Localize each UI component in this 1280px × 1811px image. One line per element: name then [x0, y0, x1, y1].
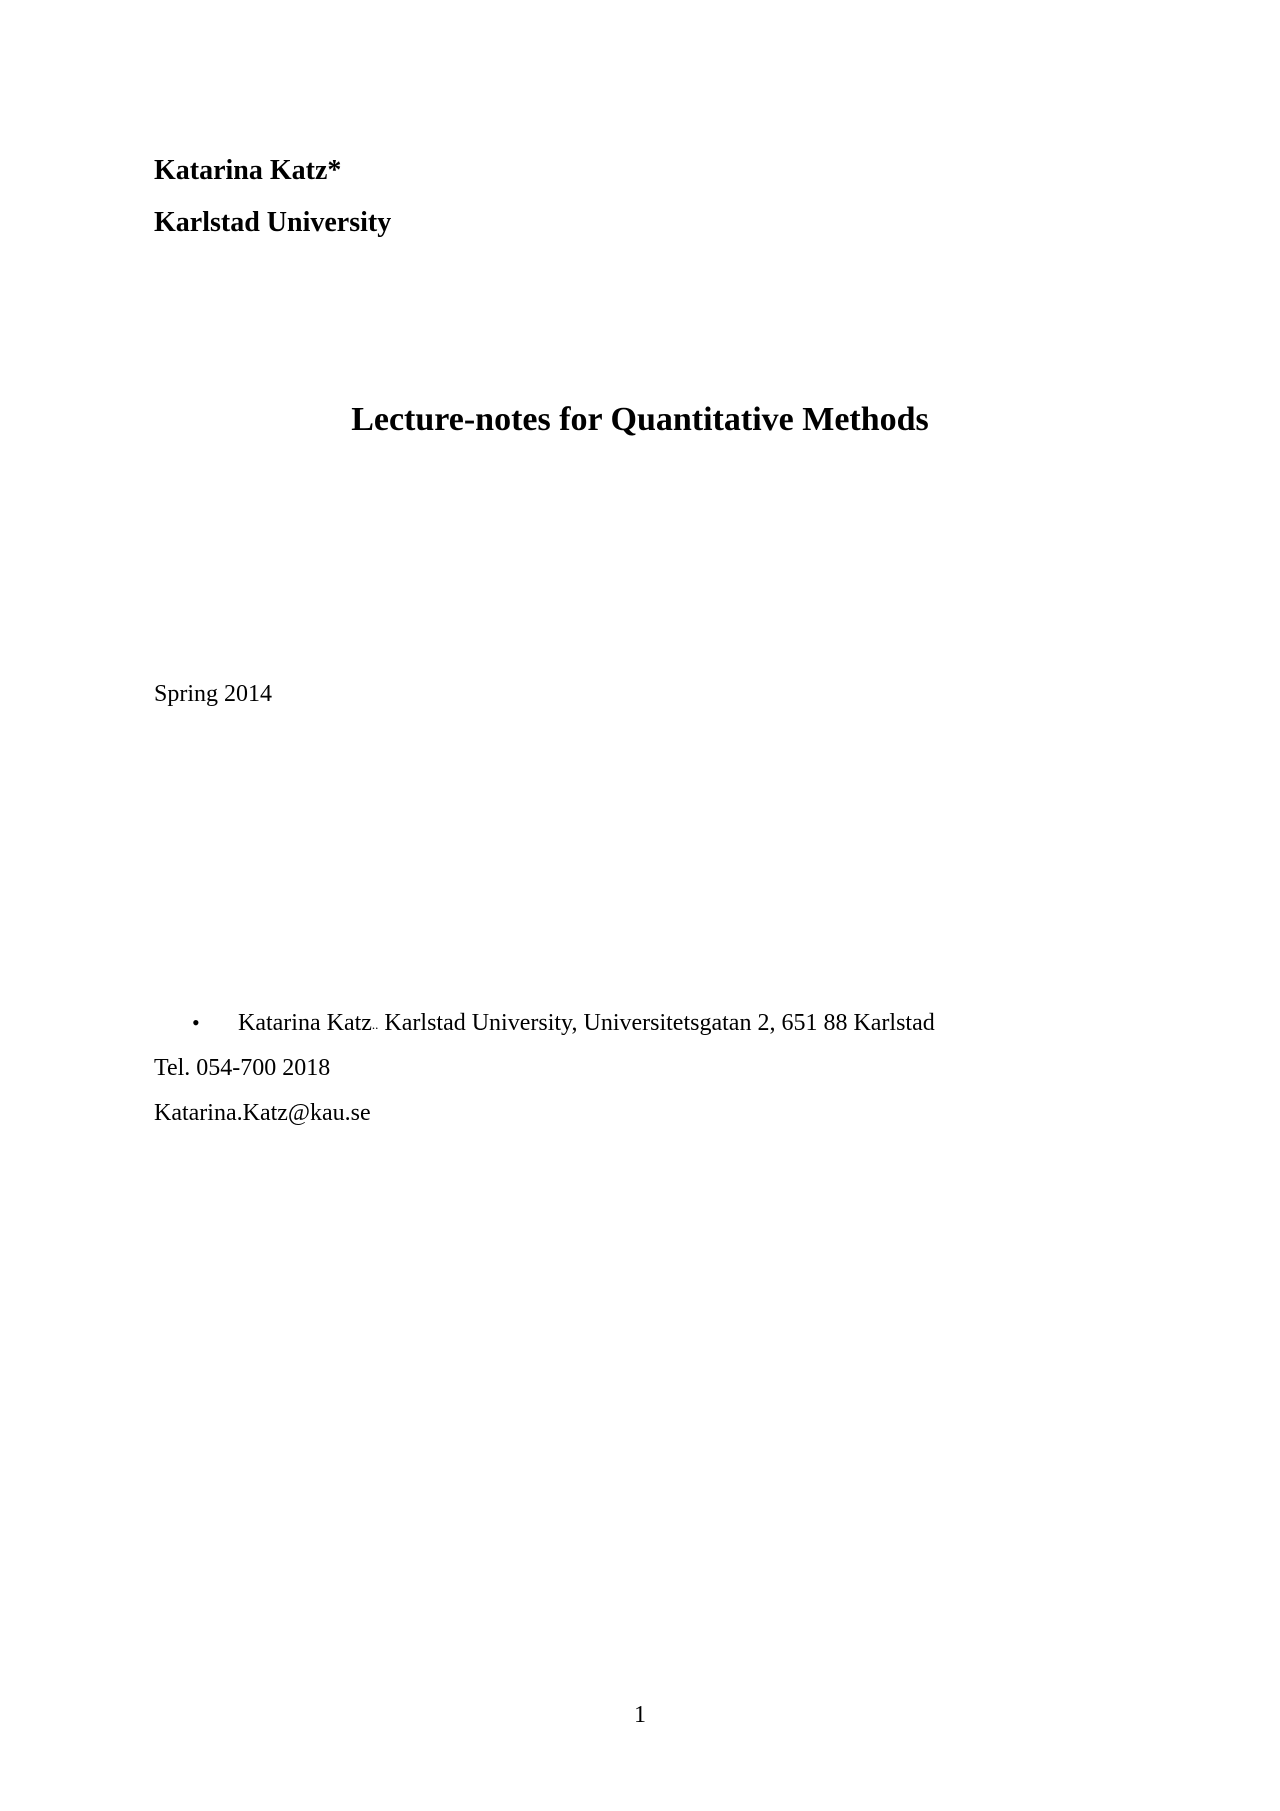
footnote-mark: .. [371, 1017, 379, 1032]
footnote-text [238, 1008, 935, 1038]
contact-email[interactable]: Katarina.Katz@kau.se [154, 1100, 371, 1126]
footnote-address-text: Karlstad University, Universitetsgatan 2, 651 88 Karlstad [378, 1010, 935, 1036]
footnote-name: Katarina Katz [238, 1010, 372, 1036]
contact-telephone: Tel. 054-700 2018 [154, 1055, 331, 1081]
author-affiliation: Karlstad University [154, 207, 392, 238]
term-label: Spring 2014 [154, 681, 273, 707]
document-title: Lecture-notes for Quantitative Methods [351, 401, 929, 438]
bullet-icon: • [192, 1010, 200, 1035]
page-number: 1 [634, 1702, 646, 1728]
author-name: Katarina Katz* [154, 155, 342, 186]
